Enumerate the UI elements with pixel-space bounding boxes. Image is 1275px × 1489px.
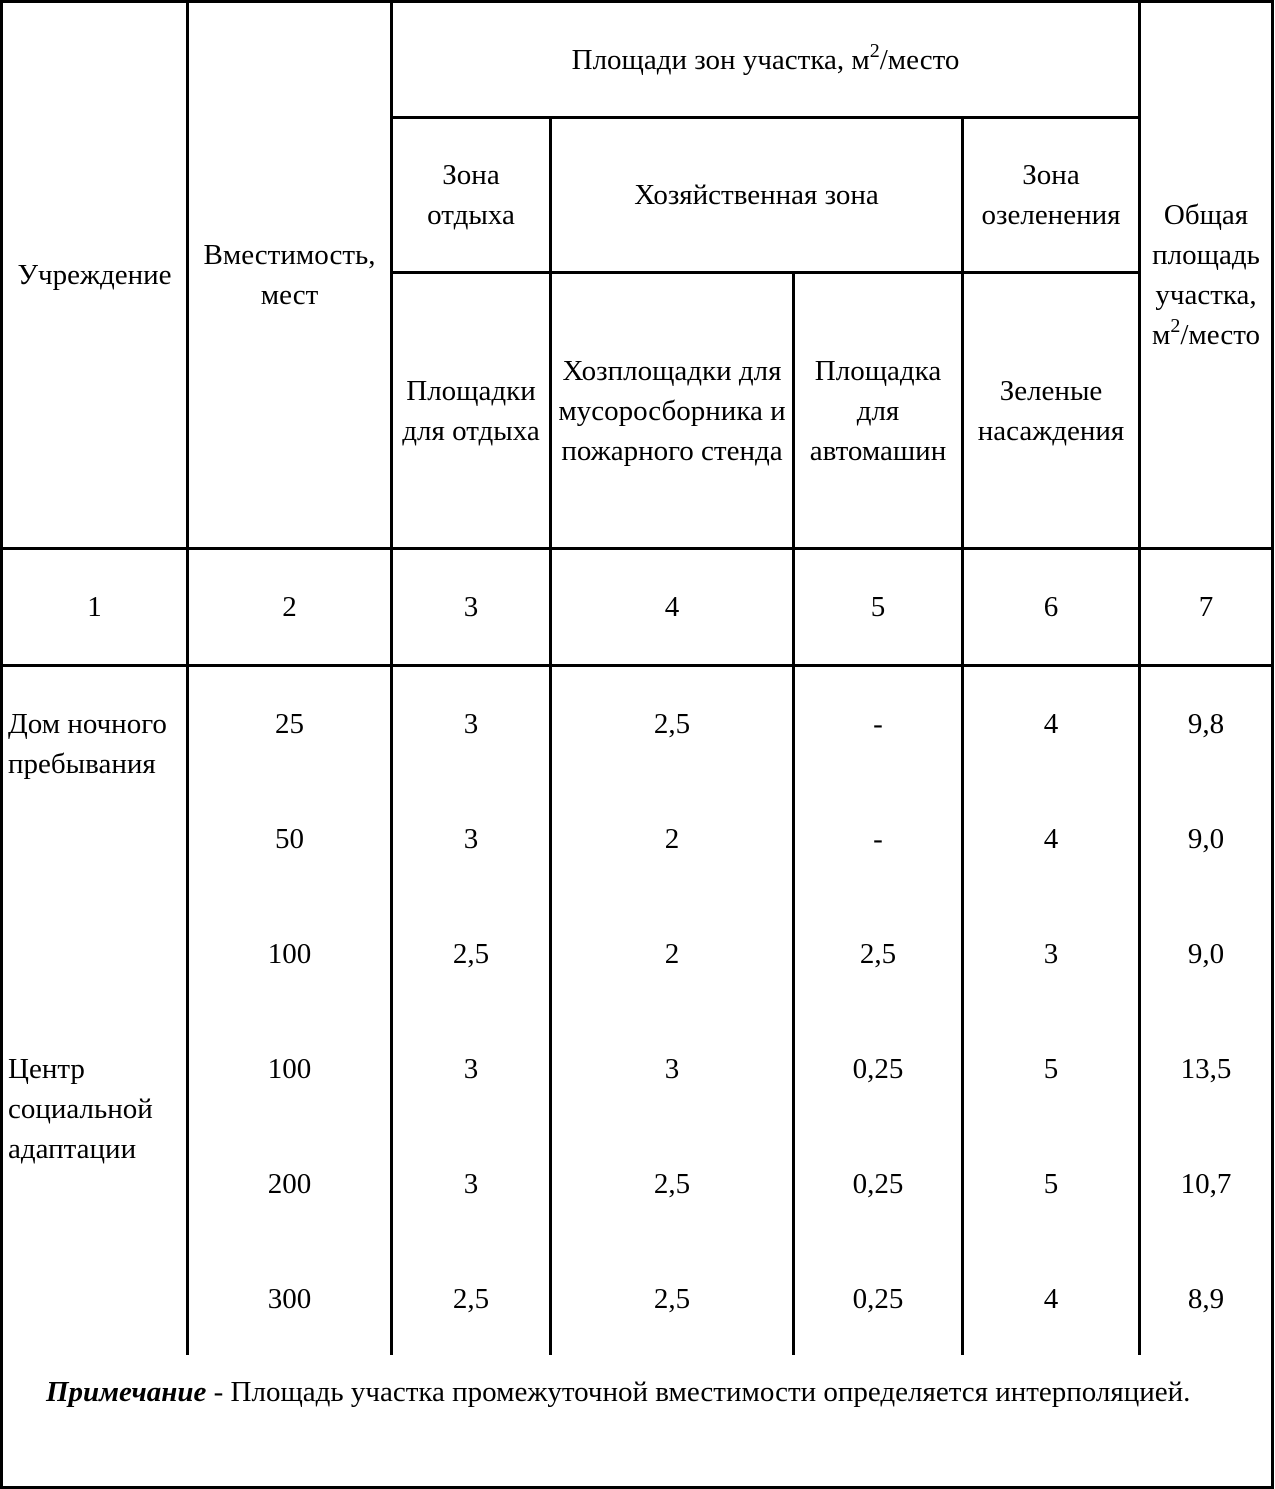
note-label: Примечание bbox=[46, 1376, 207, 1408]
header-green-zone: Зона озеленения bbox=[981, 159, 1121, 231]
column-number-2: 2 bbox=[282, 591, 297, 623]
table-cell: 3 bbox=[463, 1168, 479, 1200]
header-utility-areas: Хозплощадки для мусоросборника и пожарного стенда bbox=[558, 354, 786, 467]
table-cell: 2,5 bbox=[653, 1168, 691, 1200]
table-cell: 3 bbox=[1043, 938, 1059, 970]
rule-numbers-bottom bbox=[0, 664, 1274, 667]
header-zones-title: Площади зон участка, $м^2$/место bbox=[571, 39, 960, 76]
table-cell: 3 bbox=[664, 1053, 680, 1085]
column-number-4: 4 bbox=[664, 591, 680, 623]
table-cell: 2,5 bbox=[859, 938, 897, 970]
table-cell: 300 bbox=[267, 1283, 312, 1315]
table-cell: 3 bbox=[463, 823, 479, 855]
table-cell: 2,5 bbox=[452, 1283, 490, 1315]
table-cell: 2,5 bbox=[653, 1283, 691, 1315]
table-note bbox=[6, 1372, 1269, 1412]
table-cell: 10,7 bbox=[1180, 1168, 1232, 1200]
column-number-7: 7 bbox=[1198, 591, 1214, 623]
table-cell: 2 bbox=[664, 823, 680, 855]
header-green-plantings: Зеленые насаждения bbox=[977, 374, 1125, 447]
group-name-adaptation-center: Центр социальной адаптации bbox=[8, 1053, 153, 1165]
header-capacity: Вместимость, мест bbox=[203, 239, 376, 311]
table-cell: 4 bbox=[1043, 708, 1059, 740]
table-cell: 9,8 bbox=[1187, 708, 1225, 740]
table-cell: 50 bbox=[275, 823, 304, 855]
column-number-3: 3 bbox=[463, 591, 479, 623]
table-cell: - bbox=[873, 823, 883, 855]
header-total-area: Общая площадь участка, $м^2$/место bbox=[1151, 199, 1261, 351]
table-cell: 0,25 bbox=[852, 1168, 904, 1200]
table-cell: 5 bbox=[1043, 1168, 1059, 1200]
table-cell: 0,25 bbox=[852, 1053, 904, 1085]
group-name-night-house: Дом ночного пребывания bbox=[8, 708, 167, 780]
table-cell: 2 bbox=[664, 938, 680, 970]
table-cell: 2,5 bbox=[653, 708, 691, 740]
table-cell: 9,0 bbox=[1187, 938, 1225, 970]
column-number-5: 5 bbox=[870, 591, 886, 623]
border-right bbox=[1271, 0, 1274, 1489]
column-number-6: 6 bbox=[1043, 591, 1059, 623]
table-cell: 4 bbox=[1043, 1283, 1059, 1315]
table-cell: 3 bbox=[463, 1053, 479, 1085]
table-cell: - bbox=[873, 708, 883, 740]
table-cell: 100 bbox=[267, 938, 312, 970]
table-cell: 4 bbox=[1043, 823, 1059, 855]
header-institution: Учреждение bbox=[17, 259, 172, 291]
table-cell: 2,5 bbox=[452, 938, 490, 970]
table-cell: 9,0 bbox=[1187, 823, 1225, 855]
table-cell: 8,9 bbox=[1187, 1283, 1225, 1315]
header-rest-zone: Зона отдыха bbox=[427, 159, 515, 231]
table-cell: 5 bbox=[1043, 1053, 1059, 1085]
table-cell: 3 bbox=[463, 708, 479, 740]
header-utility-zone: Хозяйственная зона bbox=[634, 179, 879, 211]
header-rest-areas: Площадки для отдыха bbox=[402, 374, 540, 447]
table-cell: 200 bbox=[267, 1168, 312, 1200]
header-car-area: Площадка для автомашин bbox=[809, 354, 947, 467]
note-text: - Площадь участка промежуточной вместимости определяется интерполяцией. bbox=[206, 1376, 1191, 1408]
table-cell: 0,25 bbox=[852, 1283, 904, 1315]
table-cell: 100 bbox=[267, 1053, 312, 1085]
table-cell: 25 bbox=[275, 708, 304, 740]
column-number-1: 1 bbox=[87, 591, 102, 623]
table-cell: 13,5 bbox=[1180, 1053, 1232, 1085]
